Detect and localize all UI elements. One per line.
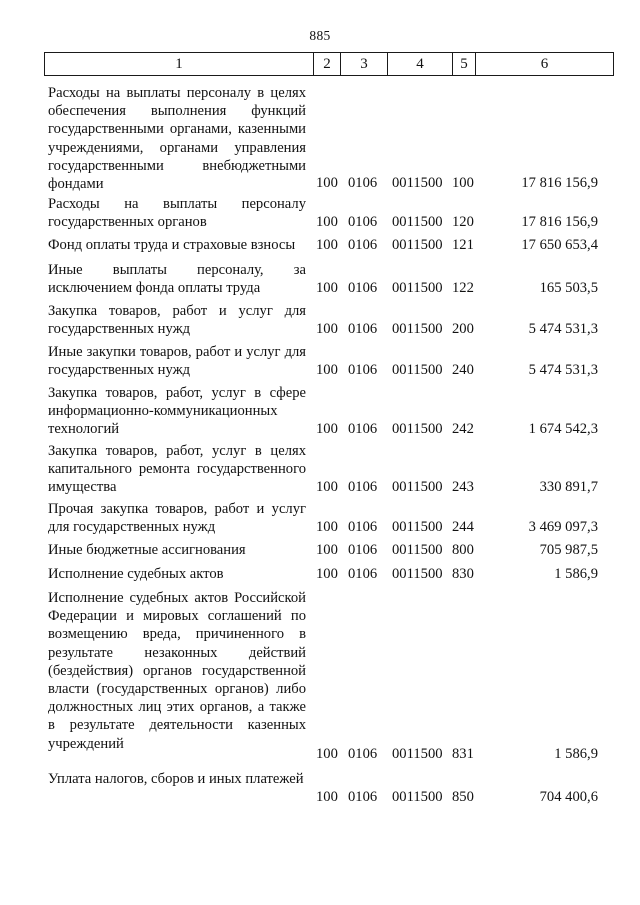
- row-code-5: 100: [452, 175, 474, 191]
- row-code-3: 0106: [348, 479, 378, 495]
- row-amount: 705 987,5: [539, 542, 598, 558]
- row-code-2: 100: [316, 175, 338, 191]
- row-code-3: 0106: [348, 566, 378, 582]
- row-amount: 17 816 156,9: [521, 175, 598, 191]
- row-amount: 17 816 156,9: [521, 214, 598, 230]
- row-amount: 3 469 097,3: [528, 519, 598, 535]
- row-code-3: 0106: [348, 362, 378, 378]
- row-code-5: 240: [452, 362, 474, 378]
- row-code-5: 830: [452, 566, 474, 582]
- row-code-3: 0106: [348, 542, 378, 558]
- row-code-2: 100: [316, 321, 338, 337]
- row-amount: 330 891,7: [539, 479, 598, 495]
- row-code-4: 0011500: [392, 566, 443, 582]
- row-code-2: 100: [316, 542, 338, 558]
- row-description: Закупка товаров, работ и услуг для государственных нужд: [48, 303, 306, 338]
- row-code-4: 0011500: [392, 746, 443, 762]
- row-code-5: 243: [452, 479, 474, 495]
- row-code-4: 0011500: [392, 479, 443, 495]
- row-code-5: 831: [452, 746, 474, 762]
- row-code-4: 0011500: [392, 519, 443, 535]
- row-description: Расходы на выплаты персоналу в целях обеспечения выполнения функций государственными органами, казенными учреждениями, органами управления государственными внебюджетными фондами: [48, 85, 306, 193]
- column-header-2: 2: [314, 53, 341, 76]
- row-code-2: 100: [316, 280, 338, 296]
- row-code-2: 100: [316, 237, 338, 253]
- row-code-2: 100: [316, 362, 338, 378]
- row-code-5: 120: [452, 214, 474, 230]
- column-header-6: 6: [476, 53, 614, 76]
- row-code-5: 850: [452, 789, 474, 805]
- row-code-4: 0011500: [392, 280, 443, 296]
- page-number: 885: [309, 28, 331, 43]
- row-code-4: 0011500: [392, 214, 443, 230]
- row-code-2: 100: [316, 789, 338, 805]
- column-header-5: 5: [453, 53, 476, 76]
- row-code-4: 0011500: [392, 542, 443, 558]
- row-code-5: 800: [452, 542, 474, 558]
- row-amount: 17 650 653,4: [521, 237, 598, 253]
- row-code-5: 122: [452, 280, 474, 296]
- row-code-2: 100: [316, 519, 338, 535]
- row-code-2: 100: [316, 746, 338, 762]
- row-code-3: 0106: [348, 321, 378, 337]
- row-amount: 5 474 531,3: [528, 362, 598, 378]
- row-description: Иные закупки товаров, работ и услуг для государственных нужд: [48, 344, 306, 379]
- row-code-3: 0106: [348, 421, 378, 437]
- row-code-2: 100: [316, 566, 338, 582]
- row-code-5: 244: [452, 519, 474, 535]
- row-amount: 1 586,9: [554, 746, 598, 762]
- row-code-4: 0011500: [392, 321, 443, 337]
- row-code-4: 0011500: [392, 237, 443, 253]
- row-code-4: 0011500: [392, 789, 443, 805]
- row-code-5: 242: [452, 421, 474, 437]
- row-description: Прочая закупка товаров, работ и услуг для государственных нужд: [48, 501, 306, 536]
- row-amount: 1 586,9: [554, 566, 598, 582]
- row-code-4: 0011500: [392, 362, 443, 378]
- row-code-3: 0106: [348, 280, 378, 296]
- row-description: Уплата налогов, сборов и иных платежей: [48, 771, 304, 787]
- row-description: Исполнение судебных актов Российской Федерации и мировых соглашений по возмещению вреда, причиненного в результате незаконных действий (бездействия) органов государственной власти (государственных органов) либо должностных лиц этих органов, а также в результате деятельности казенных учреждений: [48, 590, 306, 752]
- row-amount: 165 503,5: [539, 280, 598, 296]
- row-code-3: 0106: [348, 519, 378, 535]
- column-header-3: 3: [341, 53, 388, 76]
- row-amount: 1 674 542,3: [528, 421, 598, 437]
- row-description: Расходы на выплаты персоналу государственных органов: [48, 196, 306, 231]
- row-code-4: 0011500: [392, 175, 443, 191]
- row-code-3: 0106: [348, 237, 378, 253]
- row-description: Иные бюджетные ассигнования: [48, 542, 246, 558]
- row-description: Фонд оплаты труда и страховые взносы: [48, 237, 296, 253]
- row-code-2: 100: [316, 214, 338, 230]
- row-code-3: 0106: [348, 175, 378, 191]
- column-header-1: 1: [45, 53, 314, 76]
- row-code-2: 100: [316, 421, 338, 437]
- column-header-4: 4: [388, 53, 453, 76]
- row-code-5: 121: [452, 237, 474, 253]
- row-description: Иные выплаты персоналу, за исключением фонда оплаты труда: [48, 262, 306, 297]
- row-code-3: 0106: [348, 214, 378, 230]
- row-description: Закупка товаров, работ, услуг в сфере информационно-коммуникационных технологий: [48, 385, 306, 438]
- row-code-4: 0011500: [392, 421, 443, 437]
- row-code-5: 200: [452, 321, 474, 337]
- row-amount: 5 474 531,3: [528, 321, 598, 337]
- row-amount: 704 400,6: [539, 789, 598, 805]
- row-code-3: 0106: [348, 789, 378, 805]
- row-code-3: 0106: [348, 746, 378, 762]
- row-description: Закупка товаров, работ, услуг в целях капитального ремонта государственного имущества: [48, 443, 306, 496]
- row-description: Исполнение судебных актов: [48, 566, 224, 582]
- row-code-2: 100: [316, 479, 338, 495]
